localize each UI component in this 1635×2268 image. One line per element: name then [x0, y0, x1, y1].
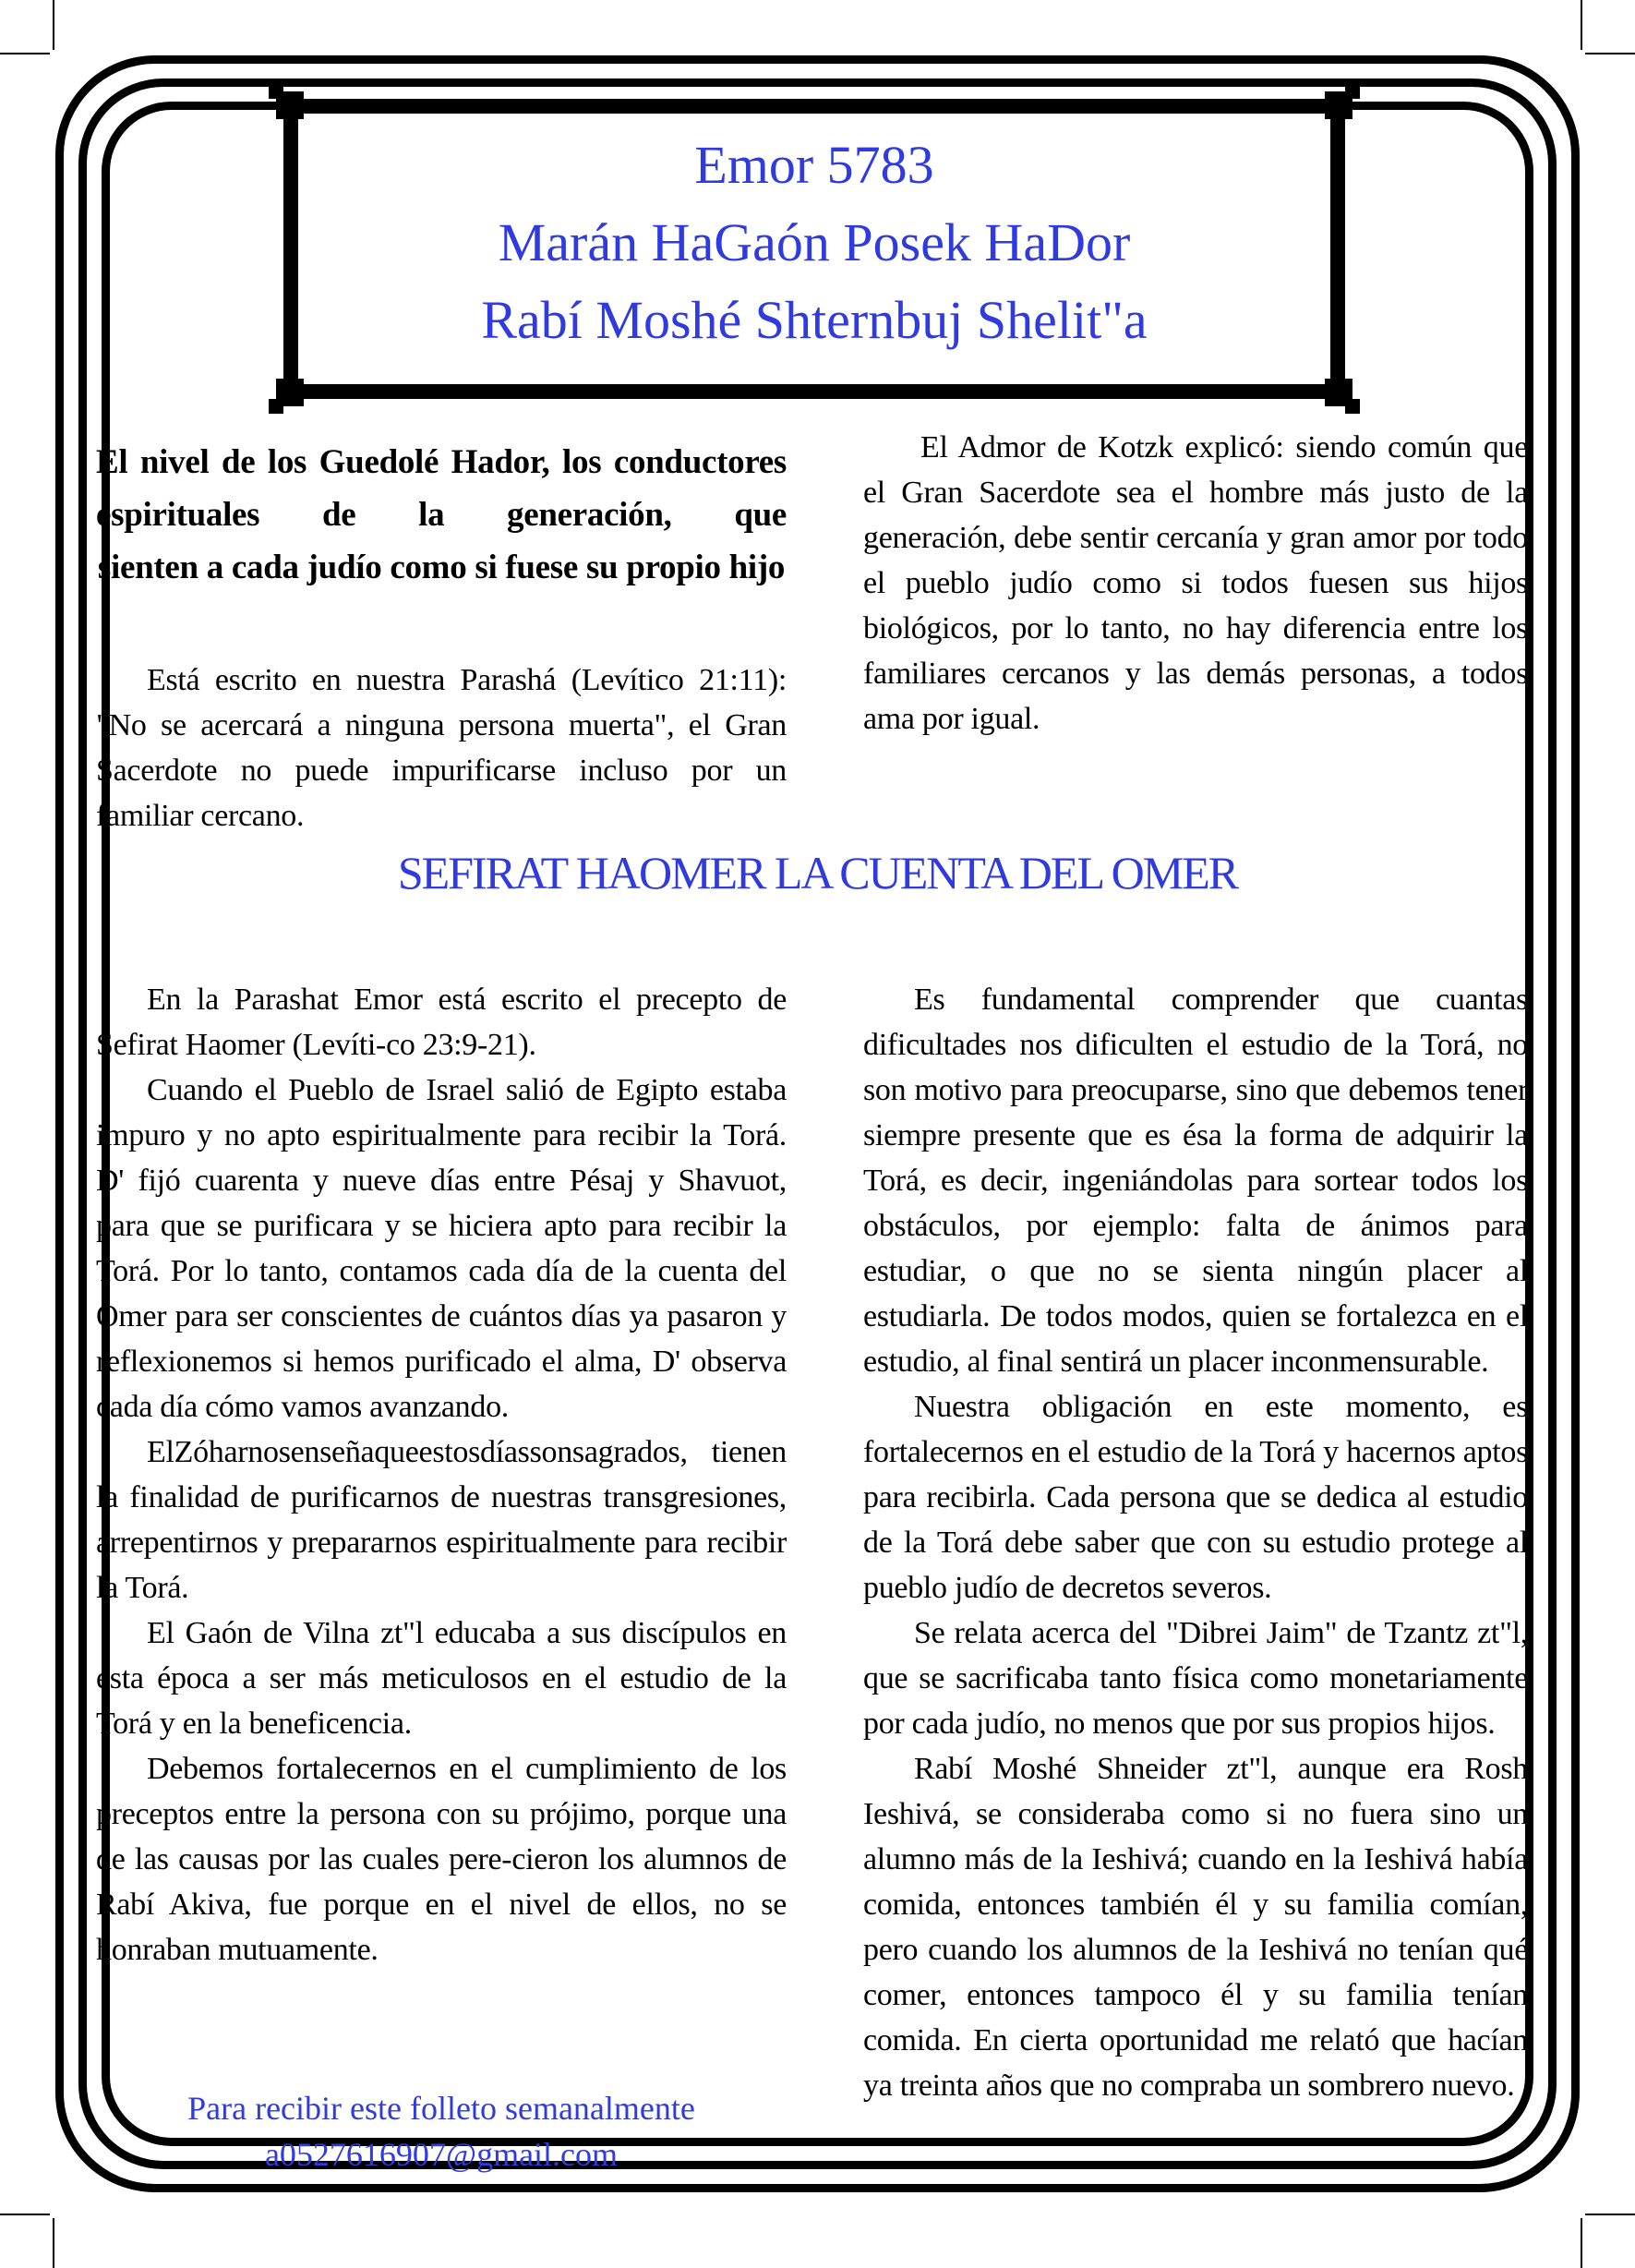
- crop-mark: [53, 2218, 54, 2268]
- crop-mark: [1581, 2218, 1582, 2268]
- paragraph: Está escrito en nuestra Parashá (Levítico 21:11): "No se acercará a ninguna persona muerta", el Gran Sacerdote no puede impurificarse incluso por un familiar cercano.: [96, 663, 787, 833]
- crop-mark: [1581, 0, 1582, 50]
- paragraph: En la Parashat Emor está escrito el precepto de Sefirat Haomer (Levíti-co 23:9-21).: [96, 983, 787, 1062]
- section-heading: SEFIRAT HAOMER LA CUENTA DEL OMER: [397, 847, 1238, 899]
- footer: [96, 2085, 787, 2178]
- crop-mark: [53, 0, 54, 50]
- crop-mark: [0, 2214, 50, 2215]
- paragraph: Debemos fortalecernos en el cumplimiento de los preceptos entre la persona con su prójimo, porque una de las causas por las cuales pere-cieron los alumnos de Rabí Akiva, fue porque en el nivel de ellos, no se honraban mutuamente.: [96, 1752, 787, 1967]
- right-column: [863, 977, 1528, 2108]
- left-column: [96, 977, 787, 1972]
- crop-mark: [1585, 2214, 1635, 2215]
- left-heading-line2: sienten a cada judío como si fuese su propio hijo: [97, 549, 786, 586]
- crop-mark: [0, 53, 50, 54]
- paragraph: Se relata acerca del "Dibrei Jaim" de Tzantz zt"l, que se sacrificaba tanto física como monetariamente por cada judío, no menos que por sus propios hijos.: [863, 1616, 1528, 1741]
- paragraph: Nuestra obligación en este momento, es fortalecernos en el estudio de la Torá y hacernos aptos para recibirla. Cada persona que se dedica al estudio de la Torá debe saber que con su estudio protege al pueblo judío de decretos severos.: [863, 1390, 1528, 1605]
- left-column-heading: [96, 436, 787, 594]
- title-box-corner: [1345, 84, 1360, 99]
- title-line-honorific: Marán HaGaón Posek HaDor: [498, 212, 1131, 272]
- paragraph: Es fundamental comprender que cuantas dificultades nos dificulten el estudio de la Torá, no son motivo para preocuparse, sino que debemos tener siempre presente que es ésa la forma de adquirir la Torá, es decir, ingeniándolas para sortear todos los obstáculos, por ejemplo: falta de ánimos para estudiar, o que no se sienta ningún placer al estudiarla. De todos modos, quien se fortalezca en el estudio, al final sentirá un placer inconmensurable.: [863, 983, 1528, 1379]
- paragraph: Rabí Moshé Shneider zt"l, aunque era Rosh Ieshivá, se consideraba como si no fuera sino un alumno más de la Ieshivá; cuando en la Ieshivá había comida, entonces también él y su familia comían, pero cuando los alumnos de la Ieshivá no tenían qué comer, entonces tampoco él y su familia tenían comida. En cierta oportunidad me relató que hacían ya treinta años que no compraba un sombrero nuevo.: [863, 1752, 1528, 2103]
- left-heading-line1: El nivel de los Guedolé Hador, los conductores espirituales de la generación, que: [96, 443, 787, 534]
- title-box: [283, 99, 1345, 399]
- paragraph: Cuando el Pueblo de Israel salió de Egipto estaba impuro y no apto espiritualmente para recibir la Torá. D' fijó cuarenta y nueve días entre Pésaj y Shavuot, para que se purificara y se hiciera apto para recibir la Torá. Por lo tanto, contamos cada día de la cuenta del Omer para ser conscientes de cuántos días ya pasaron y reflexionemos si hemos purificado el alma, D' observa cada día cómo vamos avanzando.: [96, 1073, 787, 1424]
- crop-mark: [1585, 53, 1635, 54]
- paragraph: ElZóharnosenseñaqueestosdíassonsagrados, tienen la finalidad de purificarnos de nuestras transgresiones, arrepentirnos y prepararnos espiritualmente para recibir la Torá.: [96, 1435, 787, 1605]
- footer-line1: Para recibir este folleto semanalmente: [187, 2090, 695, 2127]
- contact-email: a0527616907@gmail.com: [264, 2136, 619, 2173]
- paragraph: El Admor de Kotzk explicó: siendo común que el Gran Sacerdote sea el hombre más justo de la generación, debe sentir cercanía y gran amor por todo el pueblo judío como si todos fuesen sus hijos biológicos, por lo tanto, no hay diferencia entre los familiares cercanos y las demás personas, a todos ama por igual.: [863, 430, 1528, 736]
- title-box-corner: [269, 84, 283, 99]
- title-line-parasha: Emor 5783: [694, 135, 934, 195]
- paragraph: El Gaón de Vilna zt"l educaba a sus discípulos en esta época a ser más meticulosos en el estudio de la Torá y en la beneficencia.: [96, 1616, 787, 1741]
- title-box-corner: [269, 399, 283, 414]
- title-box-corner: [1345, 399, 1360, 414]
- title-line-rabbi-name: Rabí Moshé Shternbuj Shelit"a: [481, 290, 1148, 350]
